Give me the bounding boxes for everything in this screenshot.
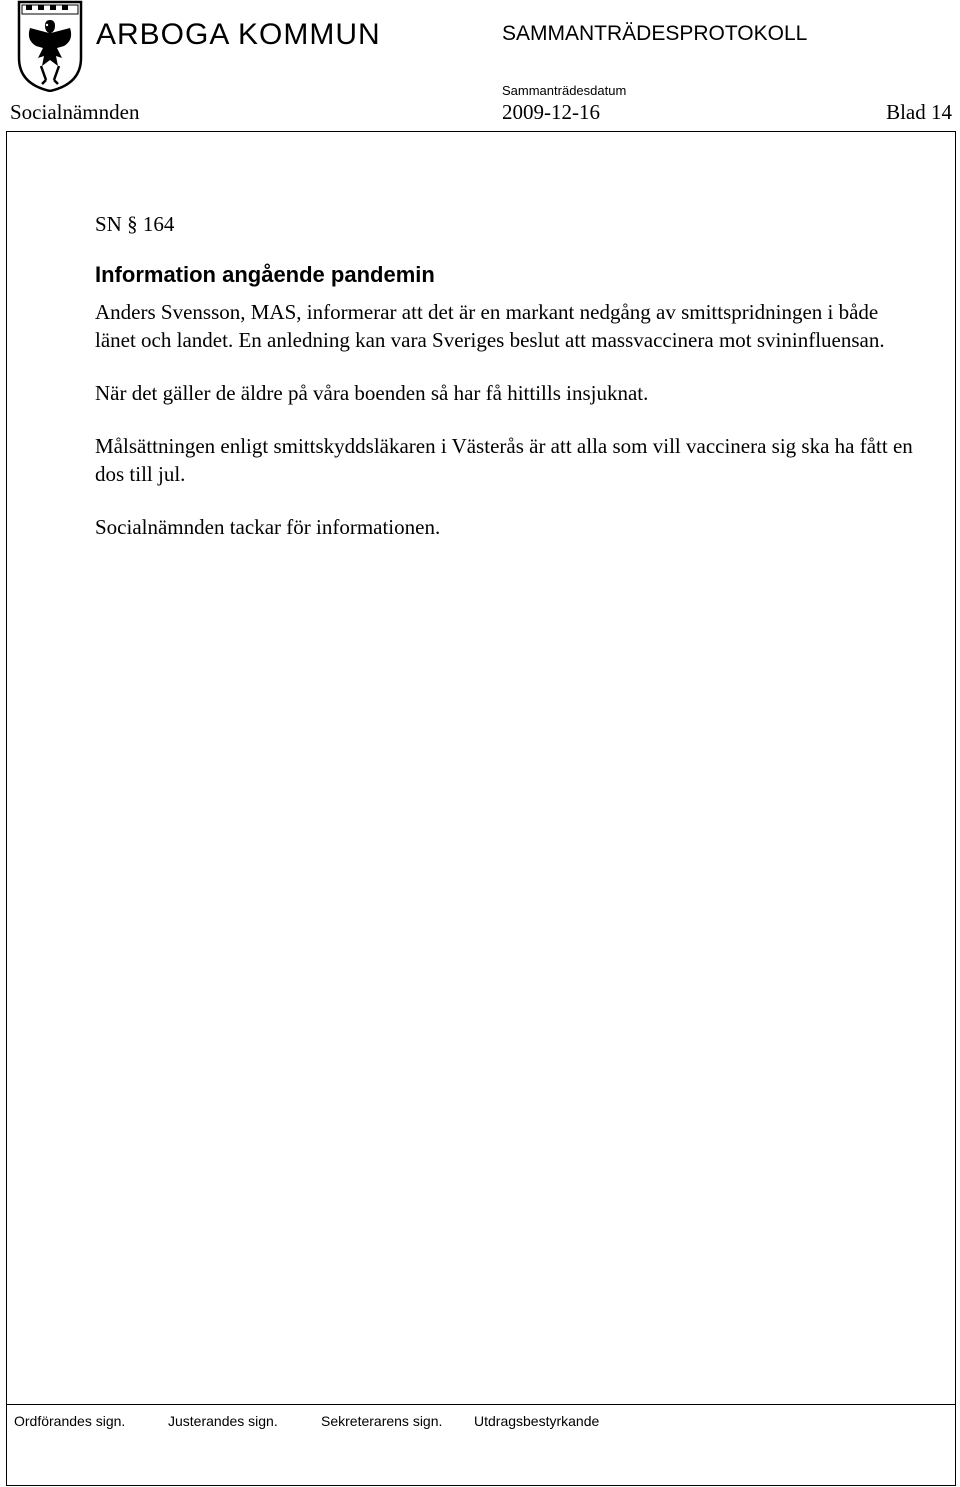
signature-divider — [6, 1404, 956, 1405]
secretary-signature-label: Sekreterarens sign. — [321, 1413, 443, 1429]
body-paragraph: Anders Svensson, MAS, informerar att det är en markant nedgång av smittspridningen i både länet och landet. En anledning kan vara Sveriges beslut att massvaccinera mot svininfluensan. — [95, 300, 885, 352]
chair-signature-label: Ordförandes sign. — [14, 1413, 126, 1429]
committee-name: Socialnämnden — [10, 100, 140, 124]
extract-certification-label: Utdragsbestyrkande — [474, 1413, 600, 1429]
coat-of-arms-logo — [16, 0, 84, 92]
body-paragraph: När det gäller de äldre på våra boenden så har få hittills insjuknat. — [95, 381, 649, 405]
body-paragraph: Målsättningen enligt smittskyddsläkaren i Västerås är att alla som vill vaccinera sig ska ha fått en dos till jul. — [95, 434, 913, 486]
paragraph-number: SN § 164 — [95, 212, 175, 236]
page-number: Blad 14 — [886, 100, 952, 124]
body-paragraph: Socialnämnden tackar för informationen. — [95, 515, 441, 539]
section-title: Information angående pandemin — [95, 262, 435, 287]
meeting-date: 2009-12-16 — [502, 100, 600, 124]
protocol-section — [95, 212, 915, 566]
adjuster-signature-label: Justerandes sign. — [168, 1413, 278, 1429]
meeting-date-label: Sammanträdesdatum — [502, 83, 627, 98]
document-type: SAMMANTRÄDESPROTOKOLL — [502, 22, 808, 45]
org-name: ARBOGA KOMMUN — [96, 18, 381, 51]
